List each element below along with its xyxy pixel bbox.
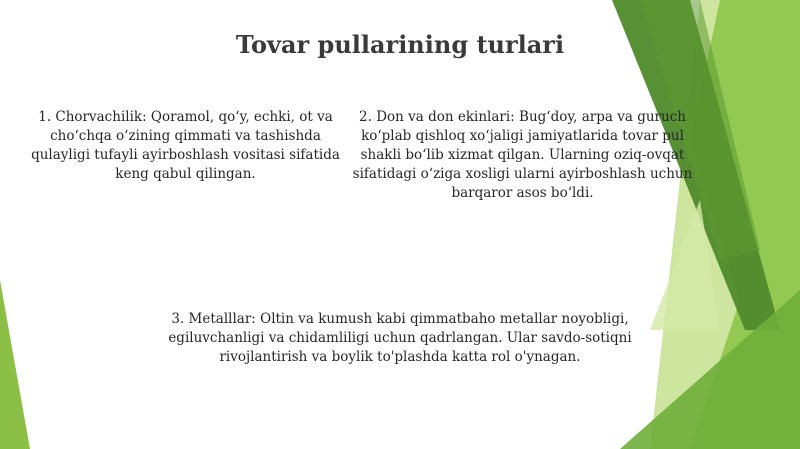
paragraph-grains: 2. Don va don ekinlari: Bug‘doy, arpa va guruch ko‘plab qishloq xo‘jaligi jamiyatlarida tovar pul shakli bo‘lib xizmat qilgan. Ularning oziq-ovqat sifatidagi o‘ziga xosligi ularni ayirboshlash uchun barqaror asos bo‘ldi. bbox=[352, 109, 693, 201]
paragraph-livestock: 1. Chorvachilik: Qoramol, qo‘y, echki, ot va cho‘chqa o‘zining qimmati va tashishda qulayligi tufayli ayirboshlash vositasi sifatida keng qabul qilingan. bbox=[31, 109, 340, 182]
left-edge-shape bbox=[0, 280, 30, 449]
paragraph-metals: 3. Metalllar: Oltin va kumush kabi qimmatbaho metallar noyobligi, egiluvchanligi va chidamliligi uchun qadrlangan. Ular savdo-sotiqni rivojlantirish va boylik to'plashda katta rol o'ynagan. bbox=[168, 311, 632, 365]
slide-title: Tovar pullarining turlari bbox=[235, 30, 565, 59]
